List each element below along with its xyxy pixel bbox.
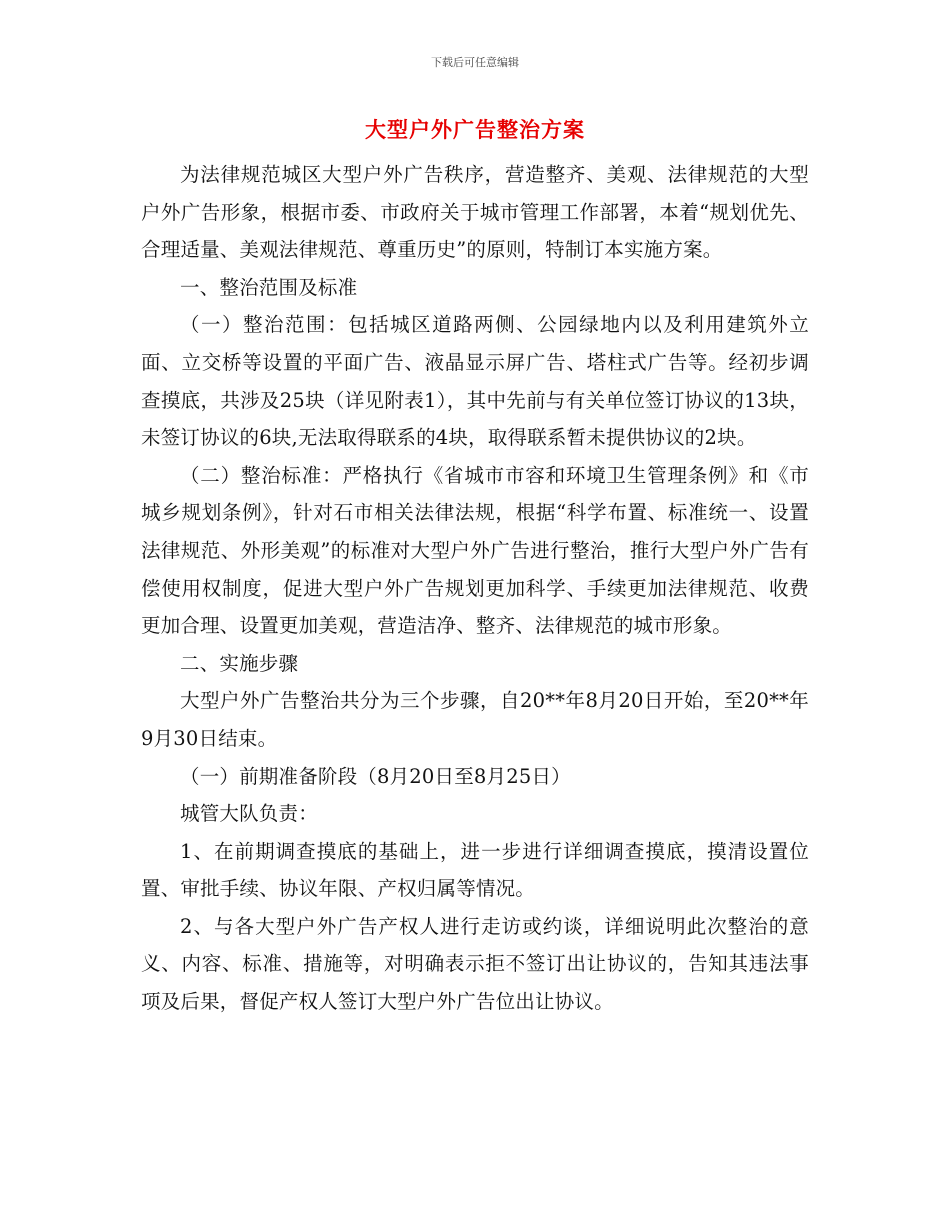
section-heading-steps: 二、实施步骤: [180, 651, 299, 675]
document-body: [141, 156, 809, 1021]
list-item-1: 1、在前期调查摸底的基础上，进一步进行详细调查摸底，摸清设置位置、审批手续、协议年限、产权归属等情况。: [141, 839, 809, 901]
list-item-2: 2、与各大型户外广告产权人进行走访或约谈，详细说明此次整治的意义、内容、标准、措施等，对明确表示拒不签订出让协议的，告知其违法事项及后果，督促产权人签订大型户外广告位出让协议。: [141, 914, 809, 1014]
section-heading-scope: 一、整治范围及标准: [180, 275, 358, 299]
paragraph-responsible-unit: 城管大队负责：: [180, 802, 318, 826]
document-title: 大型户外广告整治方案: [365, 118, 585, 142]
paragraph-steps-overview: 大型户外广告整治共分为三个步骤，自20**年8月20日开始，至20**年9月30日结束。: [141, 689, 809, 750]
paragraph-standard: （二）整治标准：严格执行《省城市市容和环境卫生管理条例》和《市城乡规划条例》，针对石市相关法律法规，根据“科学布置、标准统一、设置法律规范、外形美观”的标准对大型户外广告进行整治，推行大型户外广告有偿使用权制度，促进大型户外广告规划更加科学、手续更加法律规范、收费更加合理、设置更加美观，营造洁净、整齐、法律规范的城市形象。: [141, 463, 809, 638]
header-note: 下载后可任意编辑: [431, 56, 519, 69]
paragraph-intro: 为法律规范城区大型户外广告秩序，营造整齐、美观、法律规范的大型户外广告形象，根据市委、市政府关于城市管理工作部署，本着“规划优先、合理适量、美观法律规范、尊重历史”的原则，特制订本实施方案。: [141, 163, 809, 262]
subsection-heading-preparation: （一）前期准备阶段（8月20日至8月25日）: [180, 764, 571, 788]
paragraph-scope: （一）整治范围：包括城区道路两侧、公园绿地内以及利用建筑外立面、立交桥等设置的平面广告、液晶显示屏广告、塔柱式广告等。经初步调查摸底，共涉及25块（详见附表1），其中先前与有关单位签订协议的13块，未签订协议的6块,无法取得联系的4块，取得联系暂未提供协议的2块。: [141, 313, 809, 450]
